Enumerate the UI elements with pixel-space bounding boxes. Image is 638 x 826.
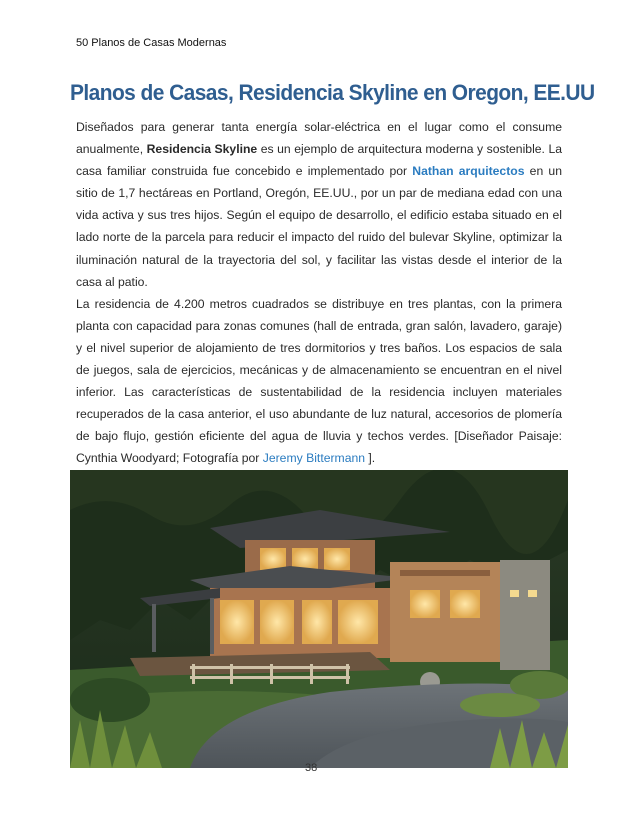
architect-link[interactable]: Nathan arquitectos bbox=[412, 164, 525, 179]
paragraph-2-text-b: ]. bbox=[365, 451, 376, 466]
paragraph-2 bbox=[76, 293, 562, 470]
paragraph-1 bbox=[76, 116, 562, 293]
running-header: 50 Planos de Casas Modernas bbox=[76, 37, 227, 49]
project-name: Residencia Skyline bbox=[146, 142, 258, 157]
paragraph-2-text-a: La residencia de 4.200 metros cuadrados se distribuye en tres plantas, con la primera planta con capacidad para zonas comunes (hall de entrada, gran salón, lavadero, garaje) y el nivel superior de alojamiento de tres dormitorios y tres baños. Los espacios de sala de juegos, sala de ejercicios, mecánicas y de almacenamiento se encuentran en el nivel inferior. Las características de sustentabilidad de la residencia incluyen materiales recuperados de la casa anterior, el uso abundante de luz natural, accesorios de plomería de bajo flujo, gestión eficiente del agua de lluvia y techos verdes. [Diseñador Paisaje: Cynthia Woodyard; Fotografía por bbox=[76, 296, 562, 466]
house-photo-illustration bbox=[70, 470, 568, 768]
page-number: 38 bbox=[305, 762, 318, 774]
page-title: Planos de Casas, Residencia Skyline en Oregon, EE.UU bbox=[70, 80, 595, 105]
house-photo bbox=[70, 470, 568, 768]
photographer-link[interactable]: Jeremy Bittermann bbox=[262, 451, 366, 466]
article-body bbox=[76, 116, 562, 470]
paragraph-1-text-a: Diseñados para generar tanta energía solar-eléctrica en el lugar como el consume anualmente, bbox=[76, 120, 562, 157]
paragraph-1-text-b: es un ejemplo de arquitectura moderna y sostenible. La casa familiar construida fue concebido e implementado por bbox=[76, 142, 563, 179]
paragraph-1-text-c: en un sitio de 1,7 hectáreas en Portland, Oregón, EE.UU., por un par de mediana edad con una vida activa y sus tres hijos. Según el equipo de desarrollo, el edificio estaba situado en el lado norte de la parcela para reducir el impacto del ruido del bulevar Skyline, optimizar la iluminación natural de la trayectoria del sol, y facilitar las vistas desde el interior de la casa al patio. bbox=[76, 164, 562, 289]
